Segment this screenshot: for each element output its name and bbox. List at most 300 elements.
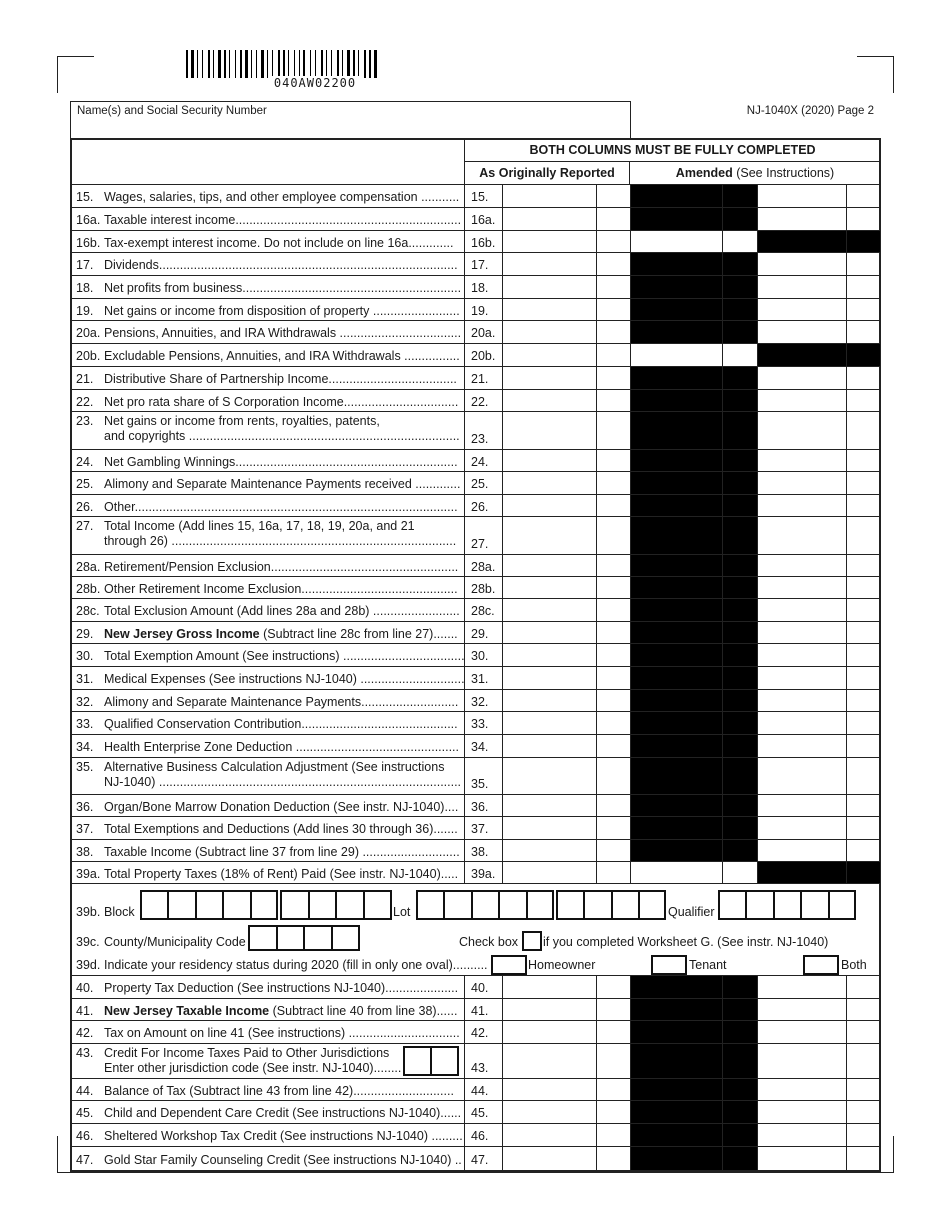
form-line-36 xyxy=(71,795,880,817)
line-number: 36. xyxy=(76,800,94,814)
line-label: 15. xyxy=(471,190,489,204)
original-dollars-input[interactable] xyxy=(502,644,596,667)
original-cents-input[interactable] xyxy=(596,599,630,622)
original-cents-input[interactable] xyxy=(596,758,630,795)
shaded-cell xyxy=(722,321,757,344)
original-dollars-input[interactable] xyxy=(502,253,596,276)
lot-suffix-input[interactable] xyxy=(556,890,666,920)
amended-col-b-dollars-input[interactable] xyxy=(757,1124,846,1147)
amended-col-b-dollars-input[interactable] xyxy=(757,472,846,495)
shaded-cell xyxy=(630,412,722,450)
amended-col-b-cents-input[interactable] xyxy=(846,976,880,999)
form-line-35 xyxy=(71,758,880,795)
original-dollars-input[interactable] xyxy=(502,517,596,555)
original-cents-input[interactable] xyxy=(596,276,630,299)
form-line-37 xyxy=(71,817,880,840)
amended-col-b-dollars-input[interactable] xyxy=(757,622,846,644)
original-dollars-input[interactable] xyxy=(502,735,596,758)
original-cents-input[interactable] xyxy=(596,667,630,690)
line-number: 27. xyxy=(76,519,94,533)
line-label: 39a. xyxy=(471,867,496,881)
line-description: Taxable interest income................................................................. xyxy=(104,213,462,227)
line-number: 38. xyxy=(76,845,94,859)
line-description: Alternative Business Calculation Adjustment (See instructions NJ-1040) ....................................................................................... xyxy=(104,760,462,789)
amended-col-b-cents-input[interactable] xyxy=(846,795,880,817)
amended-col-b-dollars-input[interactable] xyxy=(757,299,846,321)
shaded-cell xyxy=(722,1124,757,1147)
form-line-39a xyxy=(71,862,880,884)
both-oval[interactable] xyxy=(803,955,839,975)
line-description: Total Income (Add lines 15, 16a, 17, 18, 19, 20a, and 21 through 26) .................................................................................. xyxy=(104,519,457,548)
line-label: 40. xyxy=(471,981,489,995)
amended-col-b-cents-input[interactable] xyxy=(846,412,880,450)
form-line-29 xyxy=(71,622,880,644)
block-input[interactable] xyxy=(140,890,278,920)
line-label: 17. xyxy=(471,258,489,272)
form-line-30 xyxy=(71,644,880,667)
amended-col-b-cents-input[interactable] xyxy=(846,735,880,758)
shaded-cell xyxy=(722,599,757,622)
amended-col-b-dollars-input[interactable] xyxy=(757,690,846,712)
amended-col-b-cents-input[interactable] xyxy=(846,840,880,862)
shaded-cell xyxy=(722,450,757,472)
original-dollars-input[interactable] xyxy=(502,622,596,644)
amended-col-b-cents-input[interactable] xyxy=(846,1044,880,1079)
line-description: Distributive Share of Partnership Income..................................... xyxy=(104,372,457,386)
original-dollars-input[interactable] xyxy=(502,577,596,599)
original-cents-input[interactable] xyxy=(596,1124,630,1147)
line-description: Wages, salaries, tips, and other employee compensation ........... xyxy=(104,190,460,204)
line-description: Other............................................................................................. xyxy=(104,500,458,514)
shaded-cell xyxy=(846,231,880,253)
original-dollars-input[interactable] xyxy=(502,208,596,231)
line-description: New Jersey Taxable Income (Subtract line 40 from line 38)...... xyxy=(104,1004,458,1018)
amended-col-b-dollars-input[interactable] xyxy=(757,517,846,555)
form-line-28a xyxy=(71,555,880,577)
line-number: 16b. xyxy=(76,236,101,250)
original-cents-input[interactable] xyxy=(596,412,630,450)
amended-col-b-cents-input[interactable] xyxy=(846,1147,880,1171)
worksheet-g-label-pre: Check box xyxy=(459,935,519,949)
original-cents-input[interactable] xyxy=(596,817,630,840)
line-number: 21. xyxy=(76,372,94,386)
original-dollars-input[interactable] xyxy=(502,185,596,208)
shaded-cell xyxy=(722,577,757,599)
amended-col-b-cents-input[interactable] xyxy=(846,367,880,390)
shaded-cell xyxy=(630,367,722,390)
amended-col-b-dollars-input[interactable] xyxy=(757,976,846,999)
original-cents-input[interactable] xyxy=(596,185,630,208)
original-dollars-input[interactable] xyxy=(502,690,596,712)
original-dollars-input[interactable] xyxy=(502,367,596,390)
amended-col-a-dollars-input[interactable] xyxy=(630,344,722,367)
amended-col-b-cents-input[interactable] xyxy=(846,495,880,517)
shaded-cell xyxy=(846,344,880,367)
form-line-31 xyxy=(71,667,880,690)
amended-col-b-cents-input[interactable] xyxy=(846,253,880,276)
shaded-cell xyxy=(630,599,722,622)
original-cents-input[interactable] xyxy=(596,231,630,253)
amended-col-b-cents-input[interactable] xyxy=(846,817,880,840)
original-cents-input[interactable] xyxy=(596,840,630,862)
original-cents-input[interactable] xyxy=(596,795,630,817)
original-dollars-input[interactable] xyxy=(502,976,596,999)
line-label: 23. xyxy=(471,432,489,446)
line-label: 38. xyxy=(471,845,489,859)
tenant-oval[interactable] xyxy=(651,955,687,975)
amended-col-b-cents-input[interactable] xyxy=(846,758,880,795)
amended-col-b-dollars-input[interactable] xyxy=(757,1101,846,1124)
line-number: 29. xyxy=(76,627,94,641)
amended-col-b-dollars-input[interactable] xyxy=(757,276,846,299)
line-39d-number: 39d. xyxy=(76,958,101,972)
original-cents-input[interactable] xyxy=(596,577,630,599)
shaded-cell xyxy=(630,1147,722,1171)
amended-col-b-dollars-input[interactable] xyxy=(757,1044,846,1079)
amended-col-b-dollars-input[interactable] xyxy=(757,840,846,862)
amended-col-a-dollars-input[interactable] xyxy=(630,231,722,253)
amended-col-b-dollars-input[interactable] xyxy=(757,390,846,412)
original-dollars-input[interactable] xyxy=(502,390,596,412)
line-description: Organ/Bone Marrow Donation Deduction (See instr. NJ-1040).... xyxy=(104,800,459,814)
line-number: 44. xyxy=(76,1084,94,1098)
original-dollars-input[interactable] xyxy=(502,450,596,472)
line-description: Total Property Taxes (18% of Rent) Paid (See instr. NJ-1040)..... xyxy=(104,867,459,881)
line-description: Alimony and Separate Maintenance Payments received ............. xyxy=(104,477,461,491)
amended-col-b-dollars-input[interactable] xyxy=(757,712,846,735)
line-description: Credit For Income Taxes Paid to Other Jurisdictions Enter other jurisdiction code (See instr. NJ-1040)........ xyxy=(104,1046,402,1075)
residency-status-text: Indicate your residency status during 2020 (fill in only one oval).......... xyxy=(104,958,488,972)
amended-col-b-cents-input[interactable] xyxy=(846,1079,880,1101)
original-dollars-input[interactable] xyxy=(502,412,596,450)
line-description: Property Tax Deduction (See instructions NJ-1040)..................... xyxy=(104,981,459,995)
amended-col-b-cents-input[interactable] xyxy=(846,299,880,321)
amended-col-b-dollars-input[interactable] xyxy=(757,1021,846,1044)
original-cents-input[interactable] xyxy=(596,450,630,472)
line-description: Total Exemption Amount (See instructions) ................................... xyxy=(104,649,465,663)
amended-col-b-dollars-input[interactable] xyxy=(757,999,846,1021)
shaded-cell xyxy=(630,495,722,517)
original-dollars-input[interactable] xyxy=(502,321,596,344)
original-dollars-input[interactable] xyxy=(502,344,596,367)
original-dollars-input[interactable] xyxy=(502,1021,596,1044)
amended-col-b-dollars-input[interactable] xyxy=(757,412,846,450)
amended-col-b-dollars-input[interactable] xyxy=(757,795,846,817)
amended-col-b-cents-input[interactable] xyxy=(846,577,880,599)
original-cents-input[interactable] xyxy=(596,862,630,884)
amended-col-b-dollars-input[interactable] xyxy=(757,577,846,599)
form-line-28c xyxy=(71,599,880,622)
homeowner-oval[interactable] xyxy=(491,955,527,975)
line-number: 30. xyxy=(76,649,94,663)
shaded-cell xyxy=(722,390,757,412)
line-number: 22. xyxy=(76,395,94,409)
line-number: 43. xyxy=(76,1046,94,1060)
line-label: 30. xyxy=(471,649,489,663)
amended-col-b-cents-input[interactable] xyxy=(846,517,880,555)
amended-col-b-cents-input[interactable] xyxy=(846,622,880,644)
amended-col-b-cents-input[interactable] xyxy=(846,555,880,577)
original-cents-input[interactable] xyxy=(596,390,630,412)
jurisdiction-code-input[interactable] xyxy=(403,1046,459,1076)
original-cents-input[interactable] xyxy=(596,690,630,712)
shaded-cell xyxy=(630,299,722,321)
amended-col-a-cents-input[interactable] xyxy=(722,231,757,253)
line-number: 28a. xyxy=(76,560,101,574)
line-description: New Jersey Gross Income (Subtract line 28c from line 27)....... xyxy=(104,627,458,641)
line-number: 31. xyxy=(76,672,94,686)
form-line-32 xyxy=(71,690,880,712)
shaded-cell xyxy=(630,321,722,344)
original-cents-input[interactable] xyxy=(596,735,630,758)
line-description: Tax on Amount on line 41 (See instructions) ................................ xyxy=(104,1026,460,1040)
shaded-cell xyxy=(630,390,722,412)
amended-col-b-dollars-input[interactable] xyxy=(757,321,846,344)
original-dollars-input[interactable] xyxy=(502,495,596,517)
amended-col-b-dollars-input[interactable] xyxy=(757,555,846,577)
amended-col-b-cents-input[interactable] xyxy=(846,450,880,472)
amended-col-a-cents-input[interactable] xyxy=(722,344,757,367)
line-description: Health Enterprise Zone Deduction ............................................... xyxy=(104,740,459,754)
amended-col-b-cents-input[interactable] xyxy=(846,208,880,231)
amended-col-b-dollars-input[interactable] xyxy=(757,644,846,667)
amended-col-b-dollars-input[interactable] xyxy=(757,450,846,472)
line-label: 21. xyxy=(471,372,489,386)
shaded-cell xyxy=(630,1044,722,1079)
original-cents-input[interactable] xyxy=(596,555,630,577)
original-dollars-input[interactable] xyxy=(502,555,596,577)
line-number: 17. xyxy=(76,258,94,272)
amended-col-b-cents-input[interactable] xyxy=(846,1101,880,1124)
amended-col-a-dollars-input[interactable] xyxy=(630,862,722,884)
original-dollars-input[interactable] xyxy=(502,712,596,735)
amended-col-b-dollars-input[interactable] xyxy=(757,599,846,622)
amended-header: Amended (See Instructions) xyxy=(675,166,835,180)
original-cents-input[interactable] xyxy=(596,1044,630,1079)
shaded-cell xyxy=(630,622,722,644)
line-number: 20b. xyxy=(76,349,101,363)
line-label: 33. xyxy=(471,717,489,731)
line-description: Net gains or income from disposition of property ......................... xyxy=(104,304,460,318)
original-dollars-input[interactable] xyxy=(502,999,596,1021)
line-description: Dividends...................................................................................... xyxy=(104,258,458,272)
original-cents-input[interactable] xyxy=(596,208,630,231)
shaded-cell xyxy=(722,253,757,276)
shaded-cell xyxy=(757,231,846,253)
shaded-cell xyxy=(722,472,757,495)
shaded-cell xyxy=(757,344,846,367)
original-dollars-input[interactable] xyxy=(502,862,596,884)
county-municipality-input[interactable] xyxy=(248,925,360,951)
shaded-cell xyxy=(722,758,757,795)
shaded-cell xyxy=(722,644,757,667)
line-label: 32. xyxy=(471,695,489,709)
amended-col-b-cents-input[interactable] xyxy=(846,321,880,344)
amended-col-b-cents-input[interactable] xyxy=(846,276,880,299)
amended-col-b-cents-input[interactable] xyxy=(846,599,880,622)
amended-col-b-dollars-input[interactable] xyxy=(757,758,846,795)
amended-col-b-cents-input[interactable] xyxy=(846,999,880,1021)
amended-col-b-dollars-input[interactable] xyxy=(757,495,846,517)
line-number: 24. xyxy=(76,455,94,469)
original-cents-input[interactable] xyxy=(596,999,630,1021)
shaded-cell xyxy=(630,735,722,758)
qualifier-input[interactable] xyxy=(718,890,856,920)
original-dollars-input[interactable] xyxy=(502,667,596,690)
shaded-cell xyxy=(630,712,722,735)
shaded-cell xyxy=(722,367,757,390)
line-label: 22. xyxy=(471,395,489,409)
original-dollars-input[interactable] xyxy=(502,231,596,253)
amended-col-b-dollars-input[interactable] xyxy=(757,667,846,690)
amended-col-b-cents-input[interactable] xyxy=(846,667,880,690)
amended-col-b-dollars-input[interactable] xyxy=(757,367,846,390)
original-cents-input[interactable] xyxy=(596,517,630,555)
original-cents-input[interactable] xyxy=(596,976,630,999)
original-cents-input[interactable] xyxy=(596,712,630,735)
line-39b-number: 39b. xyxy=(76,905,101,919)
line-number: 28c. xyxy=(76,604,100,618)
original-cents-input[interactable] xyxy=(596,1101,630,1124)
amended-col-a-cents-input[interactable] xyxy=(722,862,757,884)
line-number: 33. xyxy=(76,717,94,731)
block-label: Block xyxy=(104,905,135,919)
line-number: 35. xyxy=(76,760,94,774)
shaded-cell xyxy=(722,1147,757,1171)
amended-col-b-dollars-input[interactable] xyxy=(757,1079,846,1101)
line-label: 20b. xyxy=(471,349,496,363)
amended-col-b-dollars-input[interactable] xyxy=(757,817,846,840)
amended-col-b-dollars-input[interactable] xyxy=(757,208,846,231)
both-columns-header: BOTH COLUMNS MUST BE FULLY COMPLETED xyxy=(529,143,816,157)
line-number: 47. xyxy=(76,1153,94,1167)
amended-col-b-cents-input[interactable] xyxy=(846,644,880,667)
shaded-cell xyxy=(757,862,846,884)
barcode xyxy=(186,50,442,90)
original-dollars-input[interactable] xyxy=(502,840,596,862)
amended-col-b-dollars-input[interactable] xyxy=(757,1147,846,1171)
amended-col-b-cents-input[interactable] xyxy=(846,185,880,208)
shaded-cell xyxy=(722,1101,757,1124)
amended-col-b-cents-input[interactable] xyxy=(846,712,880,735)
amended-col-b-dollars-input[interactable] xyxy=(757,253,846,276)
shaded-cell xyxy=(630,817,722,840)
original-cents-input[interactable] xyxy=(596,299,630,321)
page-label: NJ-1040X (2020) Page 2 xyxy=(746,105,874,117)
original-cents-input[interactable] xyxy=(596,1147,630,1171)
line-label: 20a. xyxy=(471,326,496,340)
shaded-cell xyxy=(722,690,757,712)
line-description: Total Exclusion Amount (Add lines 28a and 28b) ......................... xyxy=(104,604,460,618)
shaded-cell xyxy=(722,517,757,555)
name-ssn-label: Name(s) and Social Security Number xyxy=(77,105,267,117)
shaded-cell xyxy=(630,758,722,795)
line-label: 37. xyxy=(471,822,489,836)
shaded-cell xyxy=(630,795,722,817)
original-dollars-input[interactable] xyxy=(502,472,596,495)
original-cents-input[interactable] xyxy=(596,622,630,644)
line-label: 36. xyxy=(471,800,489,814)
shaded-cell xyxy=(630,517,722,555)
worksheet-g-label-post: if you completed Worksheet G. (See instr. NJ-1040) xyxy=(543,935,829,949)
amended-col-b-dollars-input[interactable] xyxy=(757,185,846,208)
form-line-23 xyxy=(71,412,880,450)
original-dollars-input[interactable] xyxy=(502,1147,596,1171)
original-cents-input[interactable] xyxy=(596,1079,630,1101)
original-cents-input[interactable] xyxy=(596,344,630,367)
line-description: Other Retirement Income Exclusion............................................. xyxy=(104,582,458,596)
original-dollars-input[interactable] xyxy=(502,599,596,622)
county-municipality-label: County/Municipality Code xyxy=(104,935,246,949)
line-label: 25. xyxy=(471,477,489,491)
line-number: 34. xyxy=(76,740,94,754)
amended-col-b-dollars-input[interactable] xyxy=(757,735,846,758)
original-cents-input[interactable] xyxy=(596,495,630,517)
line-number: 16a. xyxy=(76,213,101,227)
form-line-16b xyxy=(71,231,880,253)
line-number: 42. xyxy=(76,1026,94,1040)
line-description: Child and Dependent Care Credit (See instructions NJ-1040)...... xyxy=(104,1106,462,1120)
line-number: 32. xyxy=(76,695,94,709)
line-label: 41. xyxy=(471,1004,489,1018)
lot-label: Lot xyxy=(393,905,411,919)
form-line-16a xyxy=(71,208,880,231)
original-cents-input[interactable] xyxy=(596,472,630,495)
shaded-cell xyxy=(722,999,757,1021)
block-suffix-input[interactable] xyxy=(280,890,392,920)
original-dollars-input[interactable] xyxy=(502,795,596,817)
original-cents-input[interactable] xyxy=(596,644,630,667)
form-line-28b xyxy=(71,577,880,599)
worksheet-g-checkbox[interactable] xyxy=(522,931,542,951)
original-cents-input[interactable] xyxy=(596,321,630,344)
form-line-42 xyxy=(71,1021,880,1044)
shaded-cell xyxy=(630,208,722,231)
amended-col-b-cents-input[interactable] xyxy=(846,390,880,412)
line-label: 26. xyxy=(471,500,489,514)
original-dollars-input[interactable] xyxy=(502,1101,596,1124)
amended-col-b-cents-input[interactable] xyxy=(846,472,880,495)
crop-mark xyxy=(857,56,894,93)
original-dollars-input[interactable] xyxy=(502,299,596,321)
shaded-cell xyxy=(722,622,757,644)
original-dollars-input[interactable] xyxy=(502,1079,596,1101)
barcode-bars xyxy=(186,50,442,78)
original-dollars-input[interactable] xyxy=(502,1044,596,1079)
original-dollars-input[interactable] xyxy=(502,276,596,299)
originally-reported-header: As Originally Reported xyxy=(479,166,615,180)
shaded-cell xyxy=(722,976,757,999)
amended-col-b-cents-input[interactable] xyxy=(846,1124,880,1147)
original-dollars-input[interactable] xyxy=(502,1124,596,1147)
amended-col-b-cents-input[interactable] xyxy=(846,1021,880,1044)
original-cents-input[interactable] xyxy=(596,367,630,390)
lot-input[interactable] xyxy=(416,890,554,920)
shaded-cell xyxy=(722,1021,757,1044)
original-cents-input[interactable] xyxy=(596,1021,630,1044)
line-description: Gold Star Family Counseling Credit (See instructions NJ-1040) .. xyxy=(104,1153,462,1167)
line-number: 18. xyxy=(76,281,94,295)
original-dollars-input[interactable] xyxy=(502,758,596,795)
original-cents-input[interactable] xyxy=(596,253,630,276)
amended-col-b-cents-input[interactable] xyxy=(846,690,880,712)
line-description: Tax-exempt interest income. Do not include on line 16a............. xyxy=(104,236,454,250)
line-number: 37. xyxy=(76,822,94,836)
line-label: 27. xyxy=(471,537,489,551)
original-dollars-input[interactable] xyxy=(502,817,596,840)
shaded-cell xyxy=(630,840,722,862)
shaded-cell xyxy=(722,185,757,208)
